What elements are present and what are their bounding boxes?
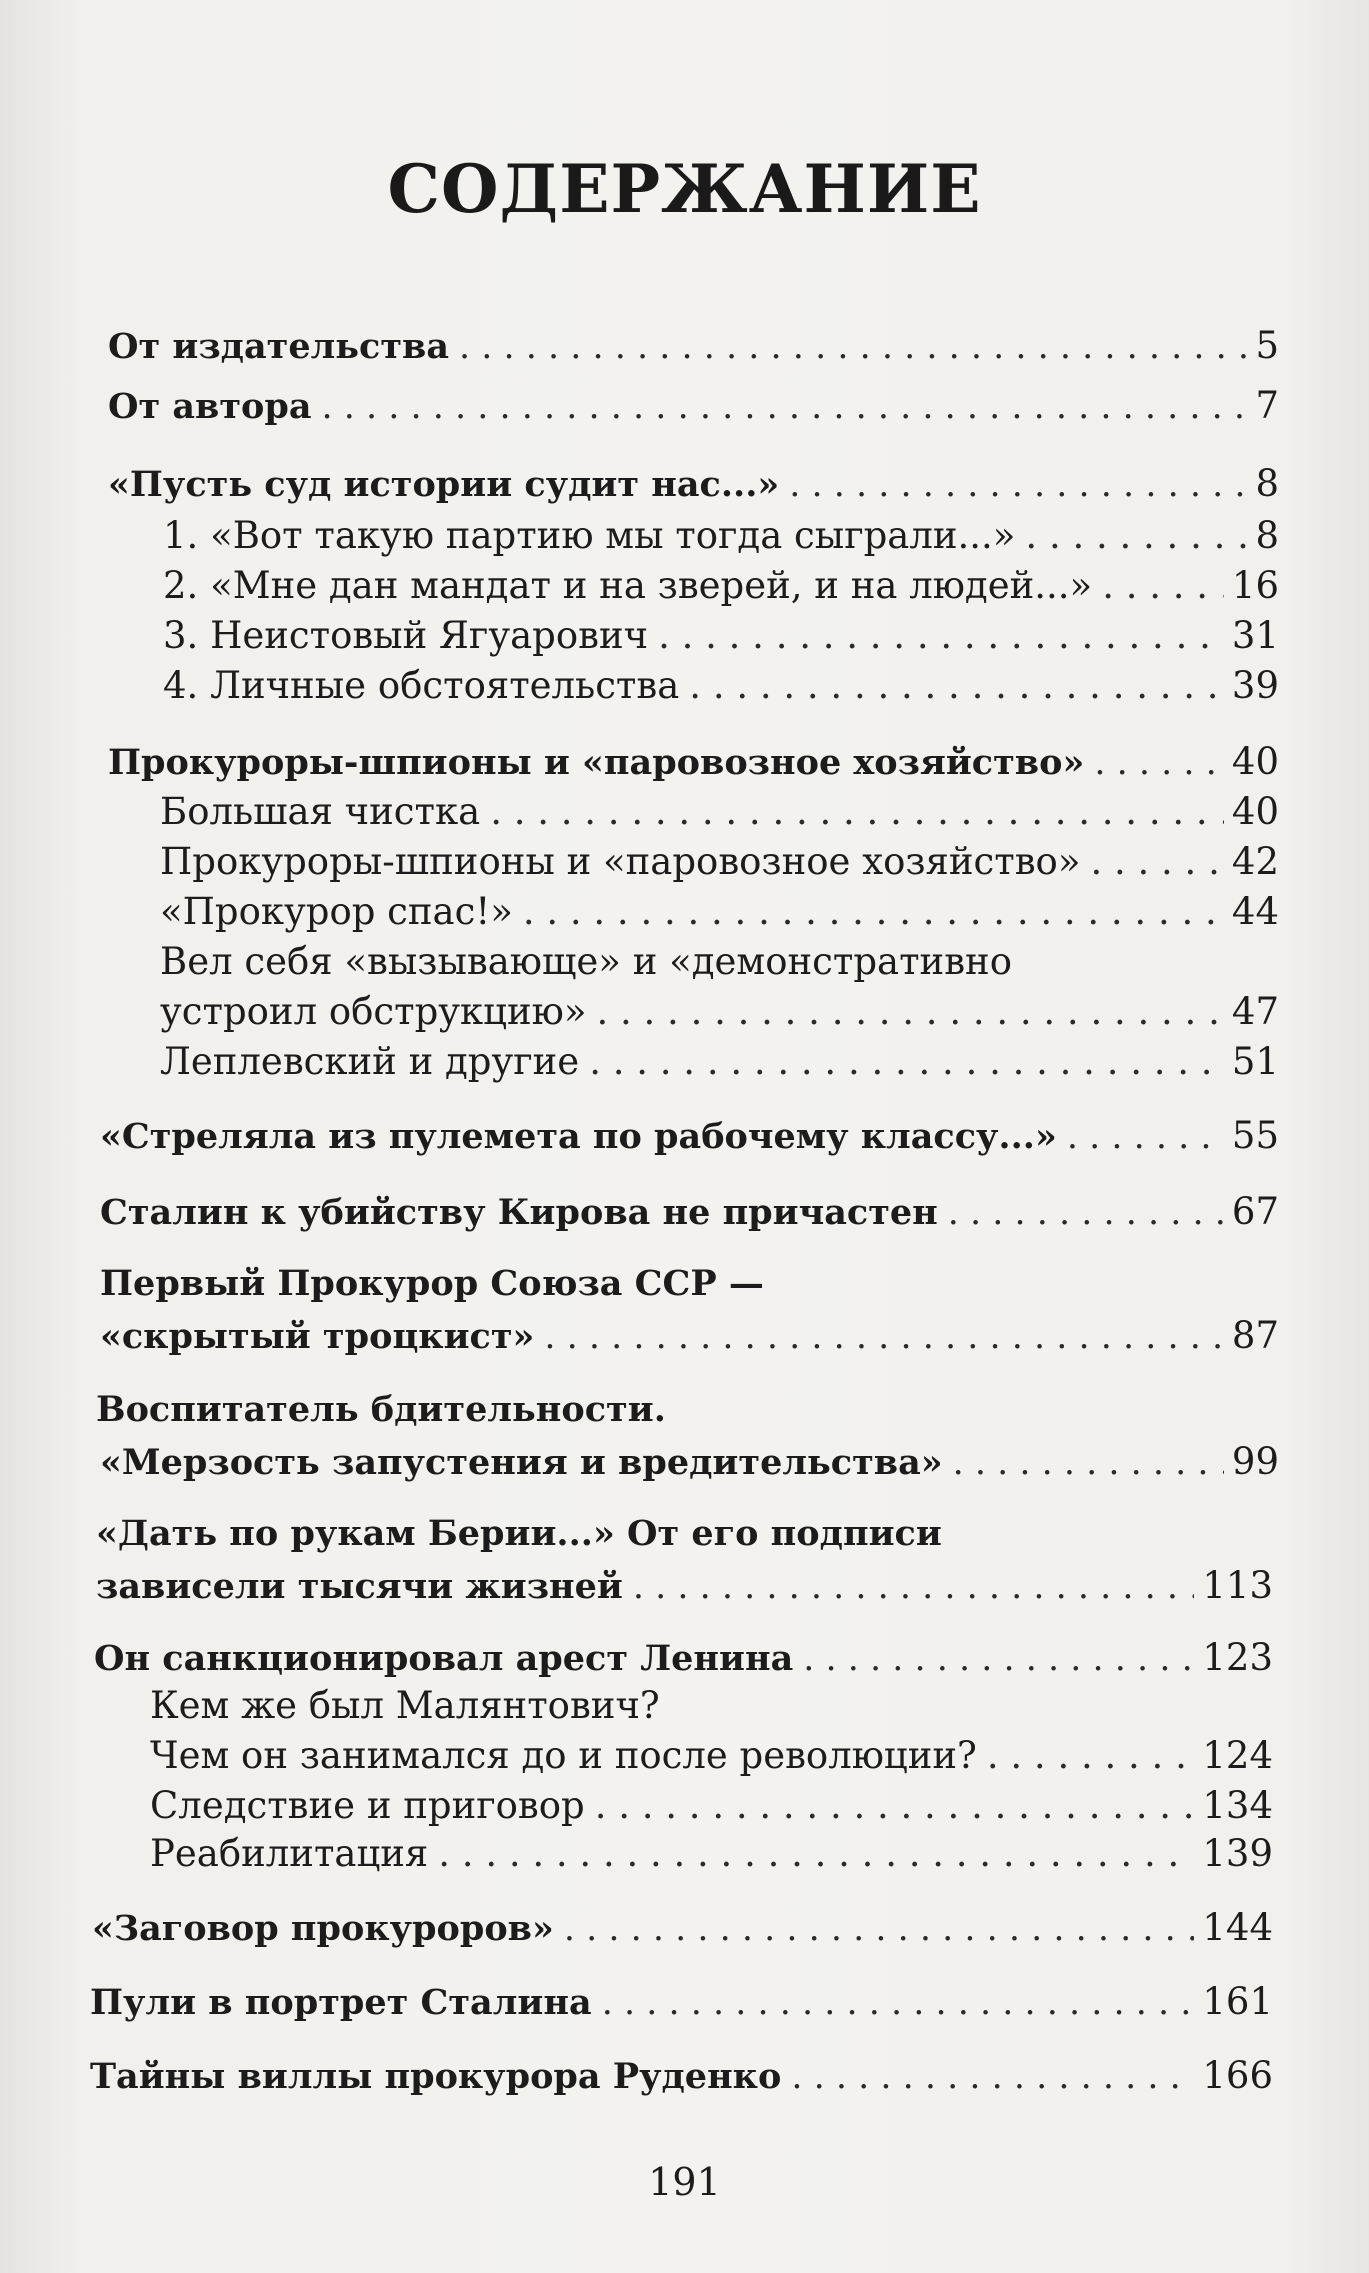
toc-leader-dots: [544, 1315, 1223, 1359]
toc-entry: [150, 1784, 1273, 1828]
toc-entry-title: 2. «Мне дан мандат и на зверей, и на людей...»: [163, 564, 1093, 607]
toc-leader-dots: [1094, 741, 1224, 785]
toc-entry-page: 144: [1202, 1906, 1273, 1949]
page-title: СОДЕРЖАНИЕ: [387, 150, 982, 228]
toc-entry-page: 124: [1202, 1734, 1273, 1777]
toc-entry-title: «Заговор прокуроров»: [92, 1908, 554, 1949]
toc-entry: [150, 1832, 1273, 1876]
toc-entry-title: Чем он занимался до и после революции?: [150, 1734, 977, 1777]
toc-entry: [100, 1440, 1279, 1485]
toc-entry-title: Тайны виллы прокурора Руденко: [90, 2056, 782, 2097]
toc-leader-dots: [948, 1191, 1224, 1235]
toc-entry-title: Прокуроры-шпионы и «паровозное хозяйство»: [160, 840, 1081, 883]
toc-entry-first-line: «Дать по рукам Берии...» От его подписи: [96, 1513, 942, 1554]
toc-leader-dots: [1025, 514, 1247, 558]
toc-entry-page: 31: [1231, 614, 1279, 657]
toc-entry: [90, 1980, 1273, 2025]
toc-entry-title: Большая чистка: [160, 790, 481, 833]
toc-entry: [160, 1040, 1279, 1084]
toc-leader-dots: [791, 2055, 1194, 2099]
toc-entry: [100, 1114, 1279, 1159]
toc-entry-title: Сталин к убийству Кирова не причастен: [100, 1192, 938, 1233]
toc-entry: [94, 1636, 1273, 1681]
toc-entry-page: 161: [1202, 1980, 1273, 2023]
toc-leader-dots: [459, 325, 1247, 369]
toc-entry-page: 40: [1231, 790, 1279, 833]
toc-leader-dots: [595, 1784, 1195, 1828]
toc-entry-title: зависели тысячи жизней: [96, 1566, 623, 1607]
toc-entry-title: 3. Неистовый Ягуарович: [163, 614, 649, 657]
toc-entry-page: 51: [1231, 1040, 1279, 1083]
toc-entry-first-line: Первый Прокурор Союза ССР —: [100, 1263, 764, 1304]
toc-entry: [160, 790, 1279, 834]
toc-entry-page: 134: [1202, 1784, 1273, 1827]
toc-entry-title: Он санкционировал арест Ленина: [94, 1638, 794, 1679]
toc-entry-page: 123: [1202, 1636, 1273, 1679]
toc-entry-title: Леплевский и другие: [160, 1040, 580, 1083]
toc-entry-title: Следствие и приговор: [150, 1784, 585, 1827]
toc-entry: [108, 462, 1279, 507]
toc-entry: [108, 740, 1279, 785]
toc-entry-first-line: Вел себя «вызывающе» и «демонстративно: [160, 940, 1012, 983]
toc-entry: [108, 384, 1279, 429]
toc-entry: [160, 840, 1279, 884]
toc-entry-title: Реабилитация: [150, 1832, 429, 1875]
toc-leader-dots: [658, 614, 1224, 658]
toc-leader-dots: [689, 664, 1224, 708]
toc-entry: [163, 664, 1279, 708]
toc-leader-dots: [438, 1832, 1194, 1876]
toc-entry: [96, 1564, 1273, 1609]
toc-entry-page: 40: [1231, 740, 1279, 783]
toc-entry: [163, 514, 1279, 558]
toc-entry-page: 5: [1255, 324, 1279, 367]
toc-leader-dots: [953, 1441, 1224, 1485]
toc-entry: [92, 1906, 1273, 1951]
toc-leader-dots: [589, 1040, 1224, 1084]
toc-entry: [108, 324, 1279, 369]
toc-entry-page: 166: [1202, 2054, 1273, 2097]
toc-entry-page: 16: [1231, 564, 1279, 607]
toc-leader-dots: [1067, 1115, 1224, 1159]
toc-entry-page: 7: [1255, 384, 1279, 427]
toc-entry-page: 8: [1255, 514, 1279, 557]
toc-entry-title: «Прокурор спас!»: [160, 890, 513, 933]
toc-leader-dots: [564, 1907, 1195, 1951]
toc-entry-title: Пули в портрет Сталина: [90, 1982, 592, 2023]
toc-leader-dots: [523, 890, 1224, 934]
toc-entry: [100, 1190, 1279, 1235]
toc-entry-page: 39: [1231, 664, 1279, 707]
toc-entry-page: 42: [1231, 840, 1279, 883]
toc-entry: [90, 2054, 1273, 2099]
toc-entry-first-line: Кем же был Малянтович?: [150, 1684, 660, 1727]
toc-entry-title: 4. Личные обстоятельства: [163, 664, 680, 707]
toc-entry: [163, 564, 1279, 608]
toc-entry-title: устроил обструкцию»: [160, 990, 587, 1033]
toc-entry-title: От издательства: [108, 326, 450, 367]
toc-leader-dots: [803, 1637, 1194, 1681]
toc-entry-page: 8: [1255, 462, 1279, 505]
toc-entry-title: Прокуроры-шпионы и «паровозное хозяйство»: [108, 742, 1085, 783]
toc-leader-dots: [987, 1734, 1194, 1778]
toc-leader-dots: [322, 385, 1248, 429]
toc-entry-title: «Мерзость запустения и вредительства»: [100, 1442, 943, 1483]
toc-entry: [163, 614, 1279, 658]
toc-entry-page: 139: [1202, 1832, 1273, 1875]
toc-entry: [150, 1734, 1273, 1778]
toc-entry-page: 44: [1231, 890, 1279, 933]
toc-leader-dots: [789, 463, 1247, 507]
toc-leader-dots: [490, 790, 1224, 834]
toc-leader-dots: [1102, 564, 1224, 608]
toc-entry-title: От автора: [108, 386, 312, 427]
toc-entry-title: «Пусть суд истории судит нас...»: [108, 464, 780, 505]
toc-entry-page: 99: [1231, 1440, 1279, 1483]
toc-entry: [160, 890, 1279, 934]
toc-leader-dots: [596, 990, 1223, 1034]
toc-entry-page: 47: [1231, 990, 1279, 1033]
toc-leader-dots: [602, 1981, 1195, 2025]
toc-entry: [100, 1314, 1279, 1359]
toc-entry-page: 67: [1231, 1190, 1279, 1233]
toc-entry-page: 55: [1231, 1114, 1279, 1157]
toc-entry-page: 113: [1202, 1564, 1273, 1607]
toc-entry-title: «Стреляла из пулемета по рабочему классу...»: [100, 1116, 1057, 1157]
toc-leader-dots: [1090, 840, 1223, 884]
toc-entry-title: «скрытый троцкист»: [100, 1316, 535, 1357]
toc-entry-title: 1. «Вот такую партию мы тогда сыграли...»: [163, 514, 1016, 557]
toc-entry-page: 87: [1231, 1314, 1279, 1357]
toc-leader-dots: [633, 1565, 1194, 1609]
toc-entry: [160, 990, 1279, 1034]
page-number: 191: [648, 2160, 721, 2204]
toc-entry-first-line: Воспитатель бдительности.: [96, 1389, 666, 1430]
